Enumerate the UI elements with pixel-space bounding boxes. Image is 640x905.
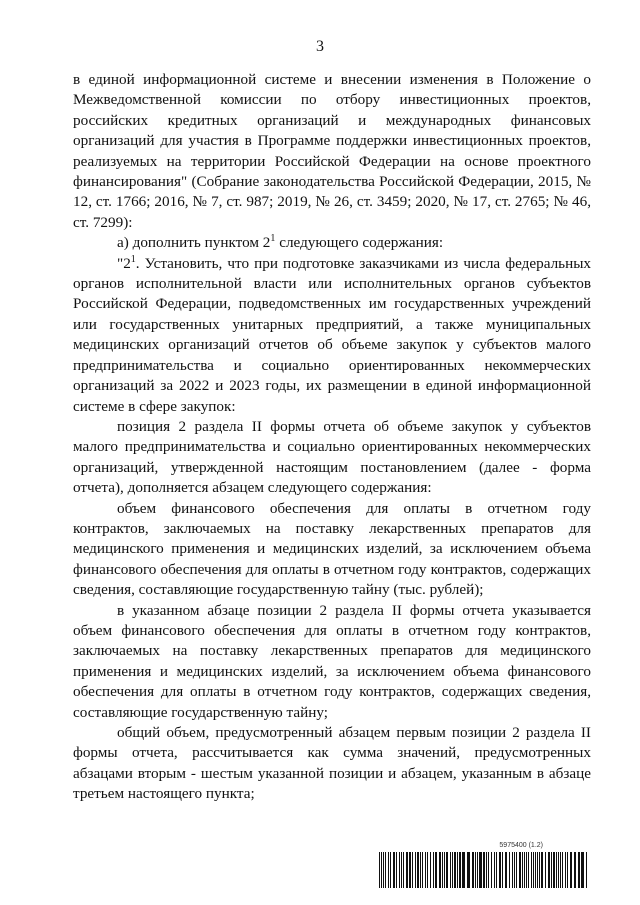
paragraph: в единой информационной системе и внесении изменения в Положение о Межведомственной комиссии по отбору инвестиционных проектов, российских кредитных организаций и международных финансовых организаций для участия в Программе поддержки инвестиционных проектов, реализуемых на территории Российской Федерации на основе проектного финансирования" (Собрание законодательства Российской Федерации, 2015, № 12, ст. 1766; 2016, № 7, ст. 987; 2019, № 26, ст. 3459; 2020, № 17, ст. 2765; № 46, ст. 7299): bbox=[73, 71, 591, 231]
paragraph: объем финансового обеспечения для оплаты в отчетном году контрактов, заключаемых на поставку лекарственных препаратов для медицинского применения и медицинских изделий, за исключением объема финансового обеспечения для оплаты в отчетном году контрактов, содержащих сведения, составляющие государственную тайну (тыс. рублей); bbox=[73, 499, 591, 599]
barcode-caption: 5975400 (1.2) bbox=[499, 842, 543, 849]
paragraph: общий объем, предусмотренный абзацем первым позиции 2 раздела II формы отчета, рассчитывается как сумма значений, предусмотренных абзацами вторым - шестым указанной позиции и абзацем, указанным в абзаце третьем настоящего пункта; bbox=[73, 724, 591, 803]
text-span: следующего содержания: bbox=[275, 234, 444, 252]
page-number: 3 bbox=[316, 38, 324, 55]
text-span: а) дополнить пунктом 2 bbox=[117, 234, 271, 252]
paragraph: в указанном абзаце позиции 2 раздела II формы отчета указывается объем финансового обеспечения для оплаты в отчетном году контрактов, заключаемых на поставку лекарственных препаратов для медицинского применения и медицинских изделий, за исключением объема финансового обеспечения для оплаты в отчетном году контрактов, содержащих сведения, составляющие государственную тайну; bbox=[73, 601, 591, 721]
superscript: 1 bbox=[270, 233, 276, 245]
paragraph bbox=[73, 233, 591, 253]
text-span: "2 bbox=[117, 254, 131, 272]
superscript: 1 bbox=[130, 253, 136, 265]
paragraph bbox=[73, 254, 591, 417]
barcode-icon bbox=[378, 852, 591, 888]
barcode bbox=[378, 842, 591, 890]
paragraph: позиция 2 раздела II формы отчета об объеме закупок у субъектов малого предпринимательства и социально ориентированных некоммерческих организаций, утвержденной настоящим постановлением (далее - форма отчета), дополняется абзацем следующего содержания: bbox=[73, 417, 591, 497]
text-span: . Установить, что при подготовке заказчиками из числа федеральных органов исполнительной власти или исполнительных органов субъектов Российской Федерации, подведомственных им государственных учреждений или государственных унитарных предприятий, а также муниципальных медицинских организаций отчетов об объеме закупок у субъектов малого предпринимательства и социально ориентированных некоммерческих организаций за 2022 и 2023 годы, их размещении в единой информационной системе в сфере закупок: bbox=[73, 254, 591, 415]
document-body bbox=[73, 70, 591, 805]
